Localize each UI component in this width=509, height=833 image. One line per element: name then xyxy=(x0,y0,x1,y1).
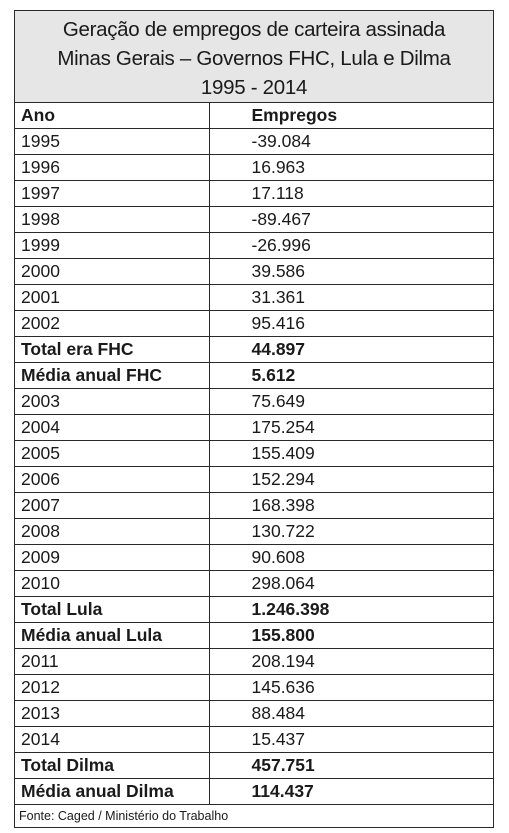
cell-empregos: 1.246.398 xyxy=(209,597,493,623)
header-ano: Ano xyxy=(15,103,209,129)
table-row xyxy=(15,493,493,519)
source-note: Fonte: Caged / Ministério do Trabalho xyxy=(19,809,229,824)
cell-ano: 1999 xyxy=(15,233,209,259)
cell-empregos: 168.398 xyxy=(209,493,493,519)
cell-ano: Média anual Dilma xyxy=(15,779,209,805)
table-summary-row xyxy=(15,779,493,805)
title-line-1: Geração de empregos de carteira assinada xyxy=(62,18,446,41)
cell-empregos: 15.437 xyxy=(209,727,493,753)
table-row xyxy=(15,545,493,571)
cell-ano: 2014 xyxy=(15,727,209,753)
cell-ano: 2007 xyxy=(15,493,209,519)
cell-empregos: 152.294 xyxy=(209,467,493,493)
cell-ano: 2010 xyxy=(15,571,209,597)
cell-empregos: 75.649 xyxy=(209,389,493,415)
cell-empregos: 130.722 xyxy=(209,519,493,545)
cell-ano: Total era FHC xyxy=(15,337,209,363)
cell-ano: 2012 xyxy=(15,675,209,701)
cell-ano: Média anual Lula xyxy=(15,623,209,649)
cell-empregos: 31.361 xyxy=(209,285,493,311)
cell-empregos: 39.586 xyxy=(209,259,493,285)
cell-ano: 1996 xyxy=(15,155,209,181)
employment-table xyxy=(15,103,493,805)
title-line-2: Minas Gerais – Governos FHC, Lula e Dilma xyxy=(57,47,451,70)
cell-ano: 2005 xyxy=(15,441,209,467)
table-row xyxy=(15,415,493,441)
table-row xyxy=(15,571,493,597)
table-summary-row xyxy=(15,363,493,389)
cell-empregos: -26.996 xyxy=(209,233,493,259)
cell-ano: 1998 xyxy=(15,207,209,233)
table-row xyxy=(15,675,493,701)
cell-empregos: 90.608 xyxy=(209,545,493,571)
table-row xyxy=(15,233,493,259)
table-row xyxy=(15,207,493,233)
table-row xyxy=(15,311,493,337)
cell-empregos: 16.963 xyxy=(209,155,493,181)
table-row xyxy=(15,181,493,207)
table-row xyxy=(15,519,493,545)
employment-table-document xyxy=(14,10,494,828)
cell-empregos: -39.084 xyxy=(209,129,493,155)
cell-empregos: 44.897 xyxy=(209,337,493,363)
table-row xyxy=(15,129,493,155)
table-summary-row xyxy=(15,597,493,623)
cell-empregos: 175.254 xyxy=(209,415,493,441)
cell-ano: 1997 xyxy=(15,181,209,207)
cell-empregos: 457.751 xyxy=(209,753,493,779)
table-row xyxy=(15,155,493,181)
table-row xyxy=(15,389,493,415)
cell-empregos: -89.467 xyxy=(209,207,493,233)
cell-ano: Média anual FHC xyxy=(15,363,209,389)
table-row xyxy=(15,467,493,493)
cell-empregos: 95.416 xyxy=(209,311,493,337)
cell-empregos: 114.437 xyxy=(209,779,493,805)
cell-empregos: 5.612 xyxy=(209,363,493,389)
table-row xyxy=(15,285,493,311)
cell-ano: 2000 xyxy=(15,259,209,285)
cell-empregos: 155.409 xyxy=(209,441,493,467)
table-title xyxy=(15,11,493,103)
table-row xyxy=(15,701,493,727)
title-line-3: 1995 - 2014 xyxy=(200,76,308,99)
cell-empregos: 298.064 xyxy=(209,571,493,597)
cell-ano: 2006 xyxy=(15,467,209,493)
table-row xyxy=(15,727,493,753)
table-body xyxy=(15,103,493,805)
table-row xyxy=(15,259,493,285)
cell-ano: Total Dilma xyxy=(15,753,209,779)
cell-ano: Total Lula xyxy=(15,597,209,623)
table-row xyxy=(15,441,493,467)
cell-ano: 2009 xyxy=(15,545,209,571)
header-empregos: Empregos xyxy=(209,103,493,129)
cell-empregos: 208.194 xyxy=(209,649,493,675)
cell-ano: 2001 xyxy=(15,285,209,311)
table-summary-row xyxy=(15,753,493,779)
cell-ano: 2003 xyxy=(15,389,209,415)
cell-ano: 2004 xyxy=(15,415,209,441)
table-header-row xyxy=(15,103,493,129)
table-row xyxy=(15,649,493,675)
table-summary-row xyxy=(15,623,493,649)
cell-empregos: 145.636 xyxy=(209,675,493,701)
cell-ano: 2008 xyxy=(15,519,209,545)
cell-empregos: 155.800 xyxy=(209,623,493,649)
cell-empregos: 17.118 xyxy=(209,181,493,207)
cell-ano: 2011 xyxy=(15,649,209,675)
table-summary-row xyxy=(15,337,493,363)
cell-ano: 2013 xyxy=(15,701,209,727)
cell-ano: 2002 xyxy=(15,311,209,337)
cell-ano: 1995 xyxy=(15,129,209,155)
cell-empregos: 88.484 xyxy=(209,701,493,727)
